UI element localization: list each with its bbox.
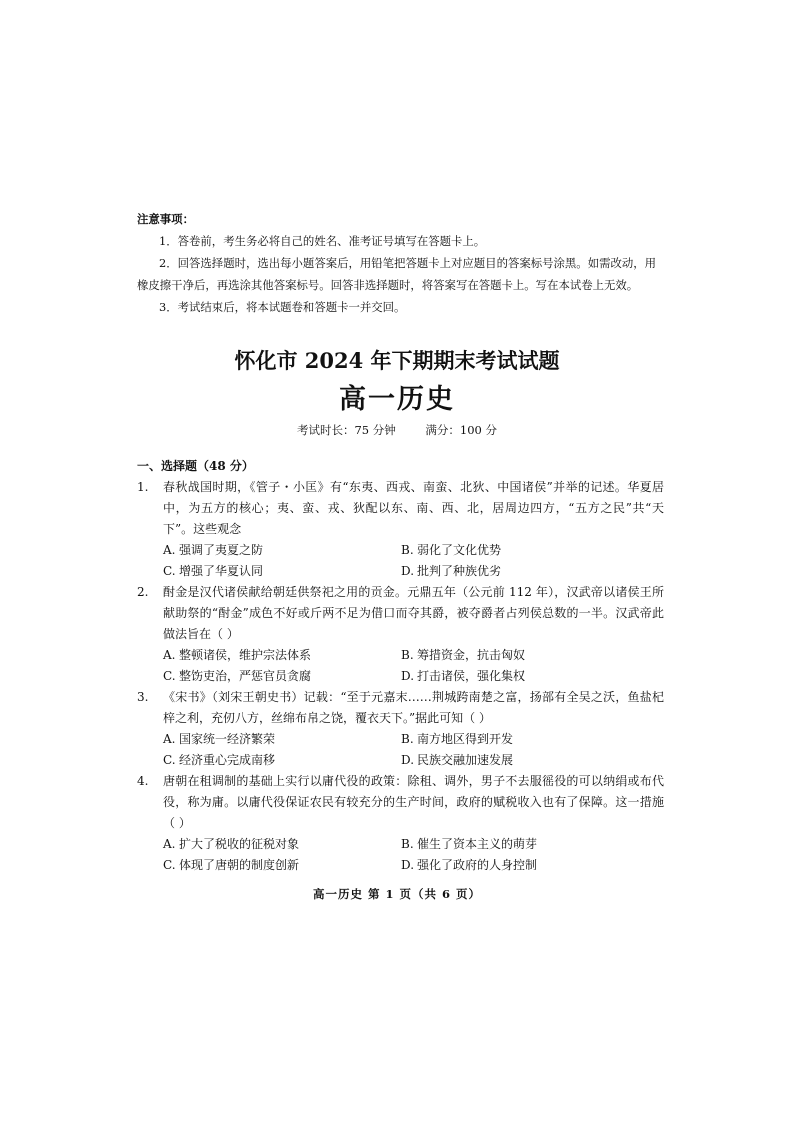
option-label: B. xyxy=(401,732,414,746)
option-text: 扩大了税收的征税对象 xyxy=(179,837,300,851)
options xyxy=(163,834,664,876)
option-c xyxy=(163,561,401,582)
option-label: C. xyxy=(163,858,176,872)
question-text: 《宋书》（刘宋王朝史书）记载：“至于元嘉末……荆城跨南楚之富，扬部有全吴之沃，鱼盐杞梓之利，充仞八方，丝绵布帛之饶，覆衣天下。”据此可知（ ） xyxy=(163,690,664,725)
exam-meta xyxy=(0,422,794,438)
subject-title: 高一历史 xyxy=(339,384,455,415)
option-text: 增强了华夏认同 xyxy=(179,564,264,578)
section-heading: 一、选择题（48 分） xyxy=(137,459,254,473)
option-d xyxy=(401,855,664,876)
option-b xyxy=(401,729,664,750)
option-a xyxy=(163,729,401,750)
option-text: 催生了资本主义的萌芽 xyxy=(417,837,538,851)
option-text: 弱化了文化优势 xyxy=(417,543,502,557)
option-label: B. xyxy=(401,543,414,557)
page-footer: 高一历史 第 1 页（共 6 页） xyxy=(312,887,482,901)
option-label: C. xyxy=(163,669,176,683)
option-text: 强化了政府的人身控制 xyxy=(417,858,538,872)
instruction-item: 2．回答选择题时，选出每小题答案后，用铅笔把答题卡上对应题目的答案标号涂黑。如需改动，用橡皮擦干净后，再选涂其他答案标号。回答非选择题时，将答案写在答题卡上。写在本试卷上无效。 xyxy=(137,256,657,292)
option-text: 国家统一经济繁荣 xyxy=(179,732,276,746)
option-text: 整顿诸侯，维护宗法体系 xyxy=(179,648,312,662)
option-text: 打击诸侯，强化集权 xyxy=(417,669,526,683)
question-1 xyxy=(137,477,664,582)
options xyxy=(163,540,664,582)
question-text: 春秋战国时期，《管子・小匡》有“东夷、西戎、南蛮、北狄、中国诸侯”并举的记述。华夏居中，为五方的核心；夷、蛮、戎、狄配以东、南、西、北，居周边四方，“五方之民”共“天下”。这些观念 xyxy=(163,480,664,536)
option-label: A. xyxy=(163,837,176,851)
option-text: 经济重心完成南移 xyxy=(179,753,276,767)
exam-score: 满分：100 分 xyxy=(425,423,498,437)
option-label: D. xyxy=(401,564,415,578)
question-number: 4. xyxy=(137,774,149,788)
option-b xyxy=(401,540,664,561)
option-text: 整饬吏治，严惩官员贪腐 xyxy=(179,669,312,683)
option-text: 南方地区得到开发 xyxy=(417,732,514,746)
exam-title: 怀化市 2024 年下期期末考试试题 xyxy=(234,348,560,373)
option-label: B. xyxy=(401,837,414,851)
option-a xyxy=(163,645,401,666)
question-number: 3. xyxy=(137,690,149,704)
option-d xyxy=(401,666,664,687)
options xyxy=(163,645,664,687)
instructions xyxy=(137,208,667,318)
question-4 xyxy=(137,771,664,876)
option-text: 体现了唐朝的制度创新 xyxy=(179,858,300,872)
question-list xyxy=(137,456,664,876)
option-a xyxy=(163,540,401,561)
option-a xyxy=(163,834,401,855)
instruction-item: 3．考试结束后，将本试题卷和答题卡一并交回。 xyxy=(159,300,406,314)
option-d xyxy=(401,561,664,582)
question-text: 唐朝在租调制的基础上实行以庸代役的政策：除租、调外，男子不去服徭役的可以纳绢或布代役，称为庸。以庸代役保证农民有较充分的生产时间，政府的赋税收入也有了保障。这一措施（ ） xyxy=(163,774,664,830)
option-c xyxy=(163,855,401,876)
option-d xyxy=(401,750,664,771)
option-b xyxy=(401,645,664,666)
question-number: 2. xyxy=(137,585,149,599)
option-b xyxy=(401,834,664,855)
question-number: 1. xyxy=(137,480,149,494)
option-label: C. xyxy=(163,753,176,767)
option-c xyxy=(163,666,401,687)
option-c xyxy=(163,750,401,771)
option-label: D. xyxy=(401,858,415,872)
option-label: B. xyxy=(401,648,414,662)
instructions-heading: 注意事项： xyxy=(137,212,194,226)
options xyxy=(163,729,664,771)
option-label: D. xyxy=(401,753,415,767)
exam-duration: 考试时长：75 分钟 xyxy=(296,423,396,437)
option-label: C. xyxy=(163,564,176,578)
instruction-item: 1．答卷前，考生务必将自己的姓名、准考证号填写在答题卡上。 xyxy=(159,234,486,248)
option-label: D. xyxy=(401,669,415,683)
option-label: A. xyxy=(163,543,176,557)
option-label: A. xyxy=(163,732,176,746)
option-label: A. xyxy=(163,648,176,662)
option-text: 筹措资金，抗击匈奴 xyxy=(417,648,526,662)
option-text: 批判了种族优劣 xyxy=(417,564,502,578)
question-text: 酎金是汉代诸侯献给朝廷供祭祀之用的贡金。元鼎五年（公元前 112 年），汉武帝以诸侯王所献助祭的“酎金”成色不好或斤两不足为借口而夺其爵，被夺爵者占列侯总数的一半。汉武帝此做法旨在（ ） xyxy=(163,585,664,641)
question-3 xyxy=(137,687,664,771)
option-text: 民族交融加速发展 xyxy=(417,753,514,767)
option-text: 强调了夷夏之防 xyxy=(179,543,264,557)
question-2 xyxy=(137,582,664,687)
